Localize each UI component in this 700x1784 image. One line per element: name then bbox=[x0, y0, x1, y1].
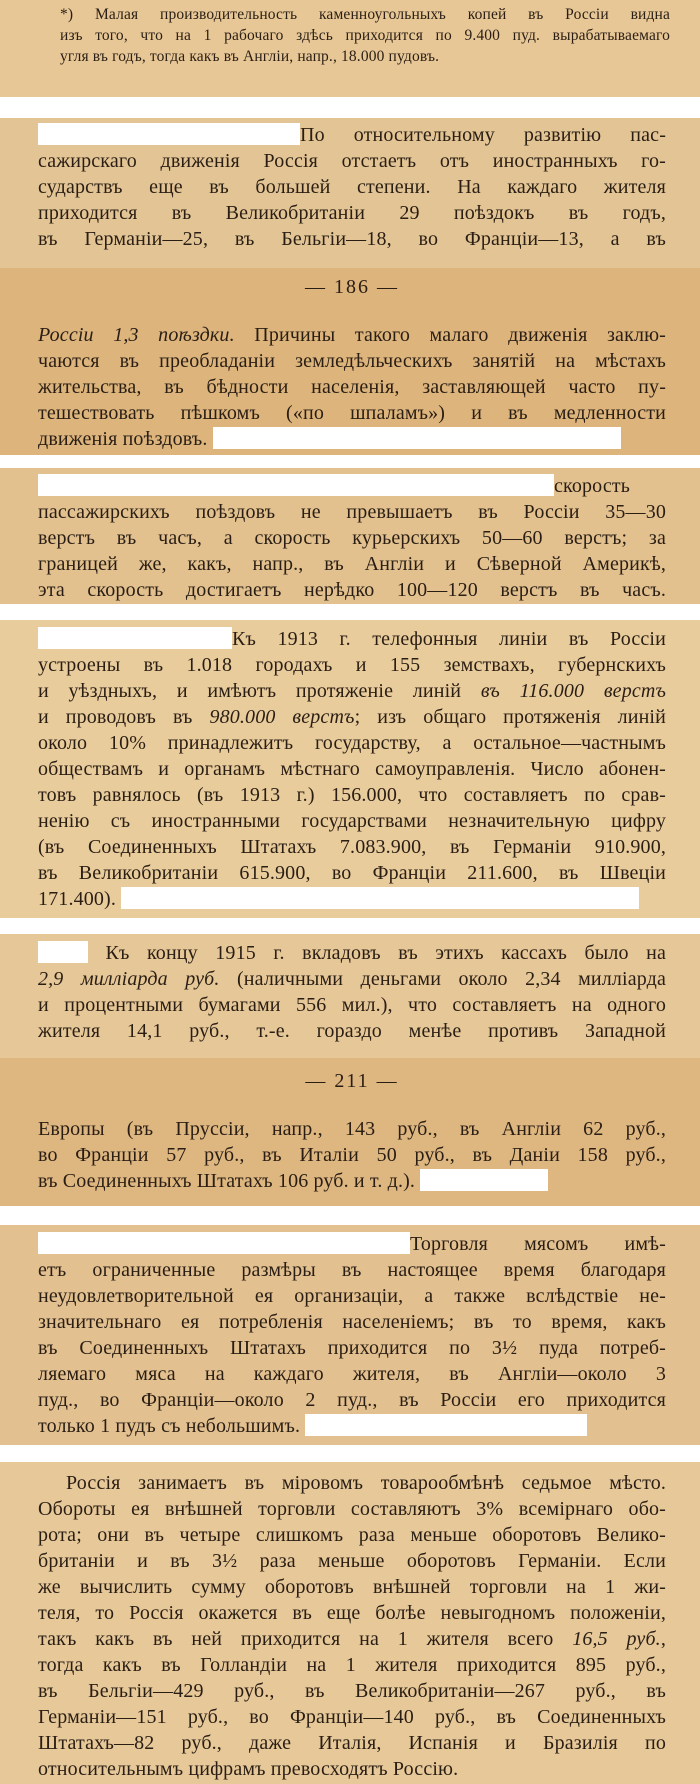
text-line: и уѣздныхъ, и имѣютъ протяженiе линiй въ 116.000 верстъ bbox=[38, 680, 666, 702]
text-line: Къ концу 1915 г. вкладовъ въ этихъ кассахъ было на bbox=[38, 940, 666, 966]
text-line: въ Соединенныхъ Штатахъ 106 руб. и т. д.). bbox=[38, 1168, 666, 1194]
text-line: По относительному развитiю пас- bbox=[38, 122, 666, 148]
text-line: такъ какъ въ ней приходится на 1 жителя всего 16,5 руб., bbox=[38, 1628, 666, 1650]
text-line: 2,9 миллiарда руб. (наличными деньгами около 2,34 миллiарда bbox=[38, 968, 666, 990]
text-line: въ Великобританiи 615.900, во Францiи 211.600, въ Швецiи bbox=[38, 862, 666, 884]
text-line: относительнымъ цифрамъ превосходятъ Россiю. bbox=[38, 1758, 459, 1780]
text-line: только 1 пудъ съ небольшимъ. bbox=[38, 1413, 666, 1439]
text-line: товъ равнялось (въ 1913 г.) 156.000, что составляетъ по срав- bbox=[38, 784, 666, 806]
text-line: и проводовъ въ 980.000 верстъ; изъ общаго протяженiя линiй bbox=[38, 706, 666, 728]
text-line: Европы (въ Пруссiи, напр., 143 руб., въ Англiи 62 руб., bbox=[38, 1118, 666, 1140]
text-line: тешествовать пѣшкомъ («по шпаламъ») и въ медленности bbox=[38, 402, 666, 424]
text-line: Россiя занимаетъ въ мiровомъ товарообмѣнѣ седьмое мѣсто. bbox=[66, 1472, 666, 1494]
text-line: ненiю съ иностранными государствами незначительную цифру bbox=[38, 810, 666, 832]
text-line: значительнаго ея потребленiя населенiемъ; въ то время, какъ bbox=[38, 1311, 666, 1333]
text-line: около 10% принадлежитъ государству, а остальное—частнымъ bbox=[38, 732, 666, 754]
page-number: — 186 — bbox=[305, 276, 399, 298]
footnote-line: *) Малая производительность каменноугольныхъ копей въ Россiи видна bbox=[60, 6, 670, 23]
text-line: чаются въ преобладанiи земледѣльческихъ занятiй на мѣстахъ bbox=[38, 350, 666, 372]
text-line: Штатахъ—82 руб., даже Италiя, Испанiя и Бразилiя по bbox=[38, 1732, 666, 1754]
text-line: въ Соединенныхъ Штатахъ приходится по 3½ пуда потреб- bbox=[38, 1337, 666, 1359]
text-line: сударствъ еще въ большей степени. На каждаго жителя bbox=[38, 176, 666, 198]
text-line: жителя 14,1 руб., т.-е. гораздо менѣе противъ Западной bbox=[38, 1020, 666, 1042]
text-line: пассажирскихъ поѣздовъ не превышаетъ въ Россiи 35—30 bbox=[38, 501, 666, 523]
redaction-mask bbox=[213, 427, 621, 449]
passenger-traffic-clip bbox=[0, 118, 700, 455]
text-line: Къ 1913 г. телефонныя линiи въ Россiи bbox=[38, 626, 666, 652]
text-line: Торговля мясомъ имѣ- bbox=[38, 1231, 666, 1257]
text-line: Россiи 1,3 поѣздки. Причины такого малаго движенiя заклю- bbox=[38, 324, 666, 346]
text-line: эта скорость достигаетъ нерѣдко 100—120 верстъ въ часъ. bbox=[38, 579, 666, 601]
footnote-clip bbox=[0, 0, 700, 97]
text-line: ляемаго мяса на каждаго жителя, въ Англiи—около 3 bbox=[38, 1363, 666, 1385]
redaction-mask bbox=[305, 1414, 587, 1436]
text-line: и процентными бумагами 556 мил.), что составляетъ на одного bbox=[38, 994, 666, 1016]
text-line: верстъ въ часъ, а скорость курьерскихъ 50—60 верстъ; за bbox=[38, 527, 666, 549]
redaction-mask bbox=[38, 123, 300, 145]
text-line: въ Бельгiи—429 руб., въ Великобританiи—267 руб., въ bbox=[38, 1680, 666, 1702]
text-line: 171.400). bbox=[38, 886, 666, 912]
redaction-mask bbox=[38, 941, 88, 963]
savings-clip bbox=[0, 934, 700, 1206]
redaction-mask bbox=[420, 1169, 548, 1191]
text-line: приходится въ Великобританiи 29 поѣздокъ въ годъ, bbox=[38, 202, 666, 224]
text-line: етъ ограниченные размѣры въ настоящее время благодаря bbox=[38, 1259, 666, 1281]
telephone-clip bbox=[0, 620, 700, 918]
text-line: устроены въ 1.018 городахъ и 155 земствахъ, губернскихъ bbox=[38, 654, 666, 676]
redaction-mask bbox=[38, 627, 232, 649]
redaction-mask bbox=[121, 887, 639, 909]
redaction-mask bbox=[38, 474, 554, 496]
text-line: же вычислить сумму оборотовъ внѣшней торговли на 1 жи- bbox=[38, 1576, 666, 1598]
text-line: во Францiи 57 руб., въ Италiи 50 руб., въ Данiи 158 руб., bbox=[38, 1144, 666, 1166]
text-line: въ Германiи—25, въ Бельгiи—18, во Францiи—13, а въ bbox=[38, 228, 666, 250]
text-line: британiи и въ 3½ раза меньше оборотовъ Германiи. Если bbox=[38, 1550, 666, 1572]
text-line: Обороты ея внѣшней торговли составляютъ 3% всемiрнаго обо- bbox=[38, 1498, 666, 1520]
text-line: обществамъ и органамъ мѣстнаго самоуправленiя. Число абонен- bbox=[38, 758, 666, 780]
text-line: рота; они въ четыре слишкомъ раза меньше оборотовъ Велико- bbox=[38, 1524, 666, 1546]
meat-trade-clip bbox=[0, 1225, 700, 1445]
text-line: движенiя поѣздовъ. bbox=[38, 426, 666, 452]
page-number: — 211 — bbox=[305, 1070, 399, 1092]
text-line: тогда какъ въ Голландiи на 1 жителя приходится 895 руб., bbox=[38, 1654, 666, 1676]
text-line: границей же, какъ, напр., въ Англiи и Сѣверной Америкѣ, bbox=[38, 553, 666, 575]
text-line: скорость bbox=[38, 473, 666, 499]
foreign-trade-clip bbox=[0, 1462, 700, 1784]
text-line: сажирскаго движенiя Россiя отстаетъ отъ иностранныхъ го- bbox=[38, 150, 666, 172]
text-line: неудовлетворительной ея организацiи, а также вслѣдствiе не- bbox=[38, 1285, 666, 1307]
text-line: пуд., во Францiи—около 2 пуд., въ Россiи его приходится bbox=[38, 1389, 666, 1411]
text-line: (въ Соединенныхъ Штатахъ 7.083.900, въ Германiи 910.900, bbox=[38, 836, 666, 858]
footnote-line: изъ того, что на 1 рабочаго здѣсь приходится по 9.400 пуд. вырабатываемаго bbox=[60, 27, 670, 44]
text-line: Германiи—151 руб., во Францiи—140 руб., въ Соединенныхъ bbox=[38, 1706, 666, 1728]
text-line: теля, то Россiя окажется въ еще болѣе невыгодномъ положенiи, bbox=[38, 1602, 666, 1624]
text-line: жительства, въ бѣдности населенiя, заставляющей часто пу- bbox=[38, 376, 666, 398]
footnote-line: угля въ годъ, тогда какъ въ Англiи, напр., 18.000 пудовъ. bbox=[60, 48, 440, 65]
train-speed-clip bbox=[0, 468, 700, 604]
redaction-mask bbox=[38, 1232, 410, 1254]
